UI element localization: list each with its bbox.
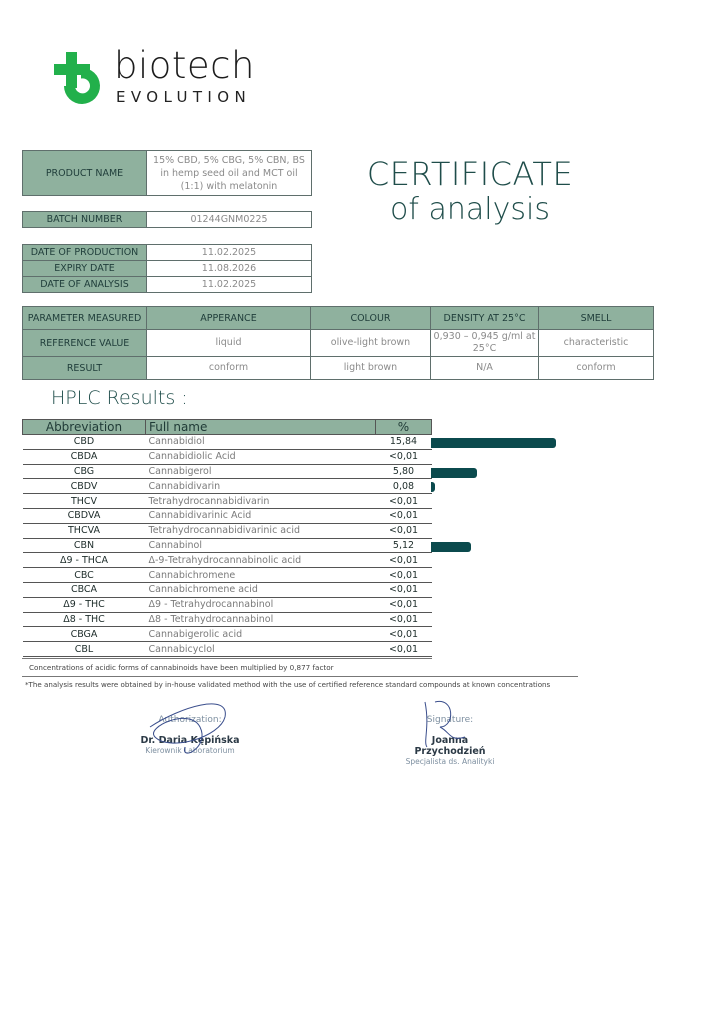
authorization-block (140, 715, 240, 755)
hplc-cell-pct: <0,01 (376, 523, 432, 538)
table-row (23, 494, 432, 509)
expiry-date-label: EXPIRY DATE (23, 261, 147, 277)
date-analysis-value: 11.02.2025 (147, 277, 312, 293)
param-header: SMELL (539, 307, 654, 330)
divider (22, 658, 432, 659)
hplc-cell-abbr: CBC (23, 568, 146, 583)
hplc-cell-name: Cannabigerolic acid (146, 627, 376, 642)
hplc-cell-abbr: CBD (23, 435, 146, 450)
brand-name: biotech (114, 44, 255, 87)
hplc-cell-abbr: CBGA (23, 627, 146, 642)
hplc-cell-name: Cannabichromene acid (146, 582, 376, 597)
bar-row (431, 478, 591, 493)
table-row (23, 553, 432, 568)
hplc-cell-pct: <0,01 (376, 494, 432, 509)
hplc-cell-abbr: THCVA (23, 523, 146, 538)
reference-cell: olive-light brown (311, 330, 431, 357)
method-note: *The analysis results were obtained by in-house validated method with the use of certified reference standard compounds at known concentrations (25, 680, 551, 689)
hplc-header-name: Full name (146, 420, 376, 435)
date-analysis-label: DATE OF ANALYSIS (23, 277, 147, 293)
product-table (22, 150, 312, 196)
hplc-cell-name: Cannabidiolic Acid (146, 449, 376, 464)
table-row (23, 464, 432, 479)
hplc-cell-pct: 15,84 (376, 435, 432, 450)
hplc-cell-pct: <0,01 (376, 597, 432, 612)
hplc-cell-name: Cannabichromene (146, 568, 376, 583)
signature-label: Signature: (426, 715, 474, 725)
hplc-cell-abbr: Δ9 - THC (23, 597, 146, 612)
hplc-cell-abbr: CBDA (23, 449, 146, 464)
hplc-bar-chart (431, 434, 591, 656)
hplc-cell-pct: <0,01 (376, 582, 432, 597)
table-row (23, 435, 432, 450)
brand-logo (52, 44, 282, 112)
authorization-role: Kierownik Laboratorium (145, 746, 235, 755)
hplc-cell-name: Cannabidiol (146, 435, 376, 450)
table-row (23, 449, 432, 464)
batch-value: 01244GNM0225 (147, 212, 312, 228)
bar-row (431, 434, 591, 449)
bar-row (431, 612, 591, 627)
date-production-value: 11.02.2025 (147, 245, 312, 261)
title-line-2: of analysis (390, 192, 550, 227)
param-header: PARAMETER MEASURED (23, 307, 147, 330)
result-cell: light brown (311, 357, 431, 380)
hplc-cell-name: Cannabicyclol (146, 642, 376, 657)
certificate-title (340, 156, 600, 228)
table-row (23, 568, 432, 583)
bar-row (431, 508, 591, 523)
param-header: APPERANCE (147, 307, 311, 330)
hplc-cell-name: Cannabinol (146, 538, 376, 553)
hplc-cell-name: Tetrahydrocannabidivarin (146, 494, 376, 509)
hplc-header-abbr: Abbreviation (23, 420, 146, 435)
bar-row (431, 552, 591, 567)
product-value: 15% CBD, 5% CBG, 5% CBN, BS in hemp seed oil and MCT oil (1:1) with melatonin (147, 151, 312, 196)
hplc-cell-name: Tetrahydrocannabidivarinic acid (146, 523, 376, 538)
table-row (23, 508, 432, 523)
table-row (23, 538, 432, 553)
signature-scribble-icon (395, 697, 505, 767)
table-row (23, 479, 432, 494)
batch-label: BATCH NUMBER (23, 212, 147, 228)
parameters-table (22, 306, 654, 380)
signature-role: Specjalista ds. Analityki (405, 757, 495, 766)
bar-row (431, 641, 591, 656)
hplc-cell-abbr: CBCA (23, 582, 146, 597)
bar-row (431, 493, 591, 508)
table-row (23, 582, 432, 597)
brand-subname: EVOLUTION (116, 88, 252, 106)
hplc-cell-abbr: Δ9 - THCA (23, 553, 146, 568)
bar (431, 468, 477, 478)
param-header: COLOUR (311, 307, 431, 330)
divider (22, 676, 578, 677)
hplc-cell-name: Cannabidivarinic Acid (146, 508, 376, 523)
hplc-cell-name: Δ8 - Tetrahydrocannabinol (146, 612, 376, 627)
dates-table (22, 244, 312, 293)
result-cell: N/A (431, 357, 539, 380)
hplc-cell-pct: 0,08 (376, 479, 432, 494)
bar (431, 542, 471, 552)
result-label: RESULT (23, 357, 147, 380)
hplc-cell-pct: <0,01 (376, 642, 432, 657)
table-row (23, 597, 432, 612)
hplc-cell-abbr: CBDV (23, 479, 146, 494)
signature-name: Joanna Przychodzień (414, 735, 486, 757)
signature-block (395, 715, 505, 766)
bar-row (431, 523, 591, 538)
signature-scribble-icon (140, 697, 240, 767)
hplc-cell-name: Cannabigerol (146, 464, 376, 479)
date-production-label: DATE OF PRODUCTION (23, 245, 147, 261)
hplc-cell-abbr: CBL (23, 642, 146, 657)
table-row (23, 612, 432, 627)
hplc-cell-pct: <0,01 (376, 568, 432, 583)
result-cell: conform (539, 357, 654, 380)
authorization-label: Authorization: (158, 715, 222, 725)
bar-row (431, 449, 591, 464)
batch-table (22, 211, 312, 228)
bar-row (431, 464, 591, 479)
hplc-cell-pct: 5,12 (376, 538, 432, 553)
hplc-cell-abbr: THCV (23, 494, 146, 509)
hplc-cell-pct: <0,01 (376, 449, 432, 464)
reference-label: REFERENCE VALUE (23, 330, 147, 357)
result-cell: conform (147, 357, 311, 380)
authorization-name: Dr. Daria Kępińska (140, 735, 240, 746)
hplc-cell-pct: <0,01 (376, 627, 432, 642)
expiry-date-value: 11.08.2026 (147, 261, 312, 277)
hplc-cell-pct: <0,01 (376, 553, 432, 568)
table-row (23, 642, 432, 657)
hplc-title: HPLC Results : (51, 387, 188, 409)
hplc-cell-abbr: CBG (23, 464, 146, 479)
hplc-cell-abbr: CBDVA (23, 508, 146, 523)
bar-row (431, 582, 591, 597)
bar-row (431, 567, 591, 582)
hplc-cell-abbr: Δ8 - THC (23, 612, 146, 627)
hplc-cell-abbr: CBN (23, 538, 146, 553)
hplc-header-pct: % (376, 420, 432, 435)
hplc-cell-name: Δ9 - Tetrahydrocannabinol (146, 597, 376, 612)
bar-row (431, 626, 591, 641)
reference-cell: liquid (147, 330, 311, 357)
hplc-cell-name: Cannabidivarin (146, 479, 376, 494)
reference-cell: 0,930 – 0,945 g/ml at 25°C (431, 330, 539, 357)
title-line-1: CERTIFICATE (366, 155, 574, 193)
bar-row (431, 597, 591, 612)
hplc-cell-name: Δ-9-Tetrahydrocannabinolic acid (146, 553, 376, 568)
acidic-note: Concentrations of acidic forms of cannabinoids have been multiplied by 0,877 factor (29, 663, 334, 672)
bar (431, 482, 435, 492)
hplc-cell-pct: <0,01 (376, 508, 432, 523)
hplc-cell-pct: <0,01 (376, 612, 432, 627)
param-header: DENSITY AT 25°C (431, 307, 539, 330)
hplc-table (22, 419, 432, 657)
plus-b-logo-icon (52, 50, 110, 108)
table-row (23, 627, 432, 642)
hplc-cell-pct: 5,80 (376, 464, 432, 479)
table-row (23, 523, 432, 538)
reference-cell: characteristic (539, 330, 654, 357)
bar-row (431, 538, 591, 553)
product-label: PRODUCT NAME (23, 151, 147, 196)
bar (431, 438, 556, 448)
